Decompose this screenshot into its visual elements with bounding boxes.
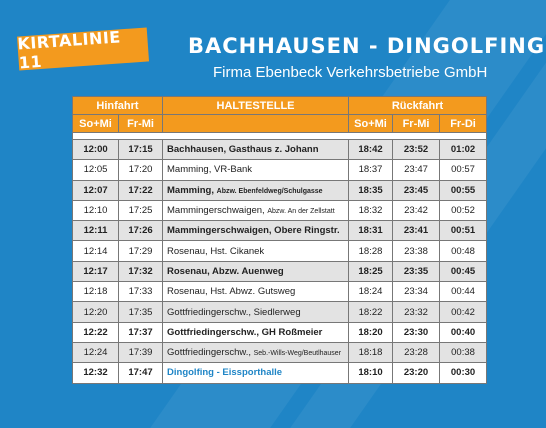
time-cell: 17:47 (119, 363, 163, 383)
stop-name: Rosenau, Hst. Abwz. Gutsweg (163, 282, 349, 302)
time-cell: 23:38 (393, 241, 440, 261)
stop-name (163, 200, 349, 220)
table-row (73, 302, 487, 322)
time-cell: 00:40 (440, 322, 487, 342)
table-row (73, 221, 487, 241)
time-cell: 12:05 (73, 160, 119, 180)
header-rueckfahrt: Rückfahrt (349, 97, 487, 115)
time-cell: 23:35 (393, 261, 440, 281)
timetable-header-row (73, 97, 487, 115)
time-cell: 23:20 (393, 363, 440, 383)
header-fr-mi-return: Fr-Mi (393, 115, 440, 133)
stop-name: Rosenau, Abzw. Auenweg (163, 261, 349, 281)
time-cell: 17:32 (119, 261, 163, 281)
time-cell: 17:15 (119, 140, 163, 160)
time-cell: 12:07 (73, 180, 119, 200)
header-so-mi: So+Mi (73, 115, 119, 133)
spacer-row (73, 133, 487, 140)
table-row (73, 200, 487, 220)
stop-name: Gottfriedingerschw., Siedlerweg (163, 302, 349, 322)
time-cell: 17:33 (119, 282, 163, 302)
table-row (73, 180, 487, 200)
time-cell: 12:24 (73, 342, 119, 362)
time-cell: 18:22 (349, 302, 393, 322)
table-row (73, 160, 487, 180)
time-cell: 18:25 (349, 261, 393, 281)
time-cell: 18:20 (349, 322, 393, 342)
time-cell: 18:37 (349, 160, 393, 180)
time-cell: 12:10 (73, 200, 119, 220)
time-cell: 12:14 (73, 241, 119, 261)
time-cell: 18:10 (349, 363, 393, 383)
time-cell: 23:41 (393, 221, 440, 241)
header-haltestelle: HALTESTELLE (163, 97, 349, 115)
time-cell: 23:42 (393, 200, 440, 220)
time-cell: 18:32 (349, 200, 393, 220)
stop-name-detail: Seb.-Wills-Weg/Beutlhauser (253, 350, 342, 358)
time-cell: 23:52 (393, 140, 440, 160)
timetable (72, 96, 487, 384)
time-cell: 00:51 (440, 221, 487, 241)
stop-name: Gottfriedingerschw., GH Roßmeier (163, 322, 349, 342)
time-cell: 12:00 (73, 140, 119, 160)
stop-name-detail: Abzw. Ebenfeldweg/Schulgasse (216, 187, 323, 195)
time-cell: 18:35 (349, 180, 393, 200)
stop-name-detail: Abzw. An der Zellstatt (267, 208, 335, 216)
time-cell: 12:22 (73, 322, 119, 342)
time-cell: 18:18 (349, 342, 393, 362)
time-cell: 17:22 (119, 180, 163, 200)
time-cell: 00:55 (440, 180, 487, 200)
stop-name-main: Mammingerschwaigen, (167, 205, 268, 217)
time-cell: 18:28 (349, 241, 393, 261)
stop-name: Bachhausen, Gasthaus z. Johann (163, 140, 349, 160)
time-cell: 23:32 (393, 302, 440, 322)
time-cell: 12:18 (73, 282, 119, 302)
time-cell: 18:24 (349, 282, 393, 302)
line-badge: KIRTALINIE 11 (17, 28, 149, 71)
stop-name-main: Mamming, (167, 184, 217, 196)
table-row (73, 261, 487, 281)
table-row (73, 342, 487, 362)
time-cell: 23:34 (393, 282, 440, 302)
table-row (73, 363, 487, 383)
time-cell: 18:42 (349, 140, 393, 160)
header-fr-mi: Fr-Mi (119, 115, 163, 133)
time-cell: 23:28 (393, 342, 440, 362)
time-cell: 17:37 (119, 322, 163, 342)
page-title: BACHHAUSEN - DINGOLFING (188, 34, 546, 58)
time-cell: 00:57 (440, 160, 487, 180)
stop-name: Mammingerschwaigen, Obere Ringstr. (163, 221, 349, 241)
time-cell: 00:38 (440, 342, 487, 362)
time-cell: 00:30 (440, 363, 487, 383)
page-subtitle: Firma Ebenbeck Verkehrsbetriebe GmbH (213, 64, 488, 81)
time-cell: 12:32 (73, 363, 119, 383)
table-row (73, 322, 487, 342)
stop-name: Mamming, VR-Bank (163, 160, 349, 180)
time-cell: 12:11 (73, 221, 119, 241)
table-row (73, 241, 487, 261)
table-row (73, 282, 487, 302)
time-cell: 17:29 (119, 241, 163, 261)
header-so-mi-return: So+Mi (349, 115, 393, 133)
header-hinfahrt: Hinfahrt (73, 97, 163, 115)
time-cell: 18:31 (349, 221, 393, 241)
time-cell: 01:02 (440, 140, 487, 160)
time-cell: 23:47 (393, 160, 440, 180)
stop-name (163, 180, 349, 200)
timetable-subheader-row (73, 115, 487, 133)
time-cell: 17:35 (119, 302, 163, 322)
time-cell: 00:52 (440, 200, 487, 220)
table-row (73, 140, 487, 160)
time-cell: 17:39 (119, 342, 163, 362)
header-empty (163, 115, 349, 133)
time-cell: 23:45 (393, 180, 440, 200)
time-cell: 12:20 (73, 302, 119, 322)
time-cell: 17:25 (119, 200, 163, 220)
header-fr-di-return: Fr-Di (440, 115, 487, 133)
time-cell: 23:30 (393, 322, 440, 342)
stop-name (163, 342, 349, 362)
time-cell: 17:20 (119, 160, 163, 180)
time-cell: 12:17 (73, 261, 119, 281)
time-cell: 17:26 (119, 221, 163, 241)
time-cell: 00:42 (440, 302, 487, 322)
time-cell: 00:48 (440, 241, 487, 261)
time-cell: 00:45 (440, 261, 487, 281)
destination-stop-name: Dingolfing - Eissporthalle (163, 363, 349, 383)
stop-name: Rosenau, Hst. Cikanek (163, 241, 349, 261)
stop-name-main: Gottfriedingerschw., (167, 347, 254, 359)
time-cell: 00:44 (440, 282, 487, 302)
